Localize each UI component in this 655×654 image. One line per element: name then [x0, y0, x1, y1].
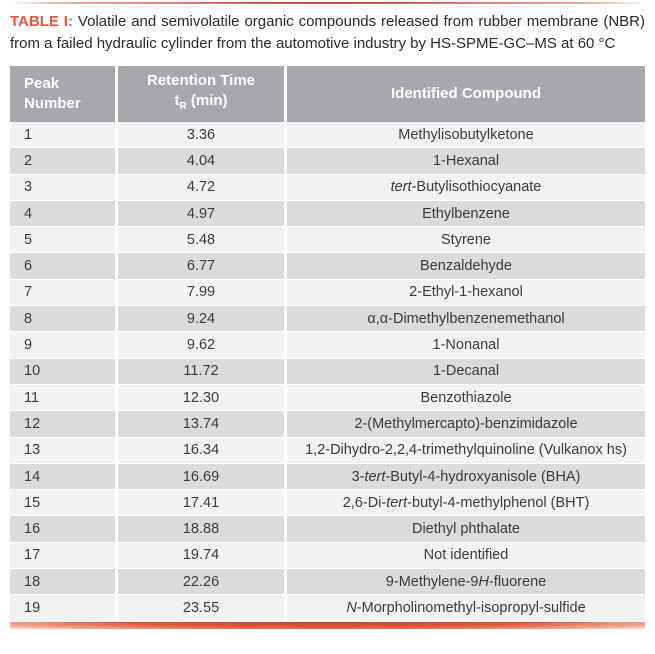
header-retention-time [118, 66, 287, 122]
compound-cell: N-Morpholinomethyl-isopropyl-sulfide [287, 595, 645, 621]
compound-cell: 1,2-Dihydro-2,2,4-trimethylquinoline (Vulkanox hs) [287, 438, 645, 464]
table-row [10, 175, 645, 201]
header-identified-compound: Identified Compound [287, 66, 645, 122]
compound-cell: Methylisobutylketone [287, 122, 645, 148]
peak-number-cell: 11 [10, 385, 118, 411]
retention-time-cell: 3.36 [118, 122, 287, 148]
table-row [10, 385, 645, 411]
table-row [10, 438, 645, 464]
header-rt-unit: (min) [186, 92, 228, 109]
retention-time-cell: 16.69 [118, 464, 287, 490]
header-rt-subscript: R [179, 101, 187, 112]
table-row [10, 595, 645, 621]
compound-cell: 1-Decanal [287, 359, 645, 385]
compound-cell: 1-Hexanal [287, 148, 645, 174]
table-header-row [10, 66, 645, 122]
peak-number-cell: 12 [10, 411, 118, 437]
peak-number-cell: 5 [10, 227, 118, 253]
peak-number-cell: 4 [10, 201, 118, 227]
compound-cell: 2,6-Di-tert-butyl-4-methylphenol (BHT) [287, 490, 645, 516]
table-row [10, 253, 645, 279]
peak-number-cell: 17 [10, 543, 118, 569]
compound-cell: Styrene [287, 227, 645, 253]
table-row [10, 306, 645, 332]
retention-time-cell: 11.72 [118, 359, 287, 385]
compound-cell: Benzothiazole [287, 385, 645, 411]
peak-number-cell: 1 [10, 122, 118, 148]
table-caption-label: TABLE I: [10, 13, 73, 30]
table-row [10, 280, 645, 306]
retention-time-cell: 5.48 [118, 227, 287, 253]
peak-number-cell: 9 [10, 332, 118, 358]
compound-table [10, 66, 645, 622]
header-retention-time-line1: Retention Time [146, 72, 256, 89]
peak-number-cell: 6 [10, 253, 118, 279]
retention-time-cell: 12.30 [118, 385, 287, 411]
peak-number-cell: 15 [10, 490, 118, 516]
table-row [10, 332, 645, 358]
retention-time-cell: 4.97 [118, 201, 287, 227]
retention-time-cell: 13.74 [118, 411, 287, 437]
compound-cell: Benzaldehyde [287, 253, 645, 279]
compound-cell: 3-tert-Butyl-4-hydroxyanisole (BHA) [287, 464, 645, 490]
peak-number-cell: 19 [10, 595, 118, 621]
compound-cell: 2-(Methylmercapto)-benzimidazole [287, 411, 645, 437]
peak-number-cell: 2 [10, 148, 118, 174]
peak-number-cell: 13 [10, 438, 118, 464]
retention-time-cell: 19.74 [118, 543, 287, 569]
retention-time-cell: 9.62 [118, 332, 287, 358]
table-row [10, 201, 645, 227]
top-gradient-rule [6, 2, 649, 4]
retention-time-cell: 17.41 [118, 490, 287, 516]
peak-number-cell: 7 [10, 280, 118, 306]
peak-number-cell: 8 [10, 306, 118, 332]
header-peak-number: Peak Number [10, 66, 118, 122]
peak-number-cell: 16 [10, 516, 118, 542]
retention-time-cell: 4.04 [118, 148, 287, 174]
compound-cell: Not identified [287, 543, 645, 569]
table-row [10, 569, 645, 595]
compound-cell: α,α-Dimethylbenzenemethanol [287, 306, 645, 332]
table-row [10, 464, 645, 490]
retention-time-cell: 23.55 [118, 595, 287, 621]
table-row [10, 411, 645, 437]
table-row [10, 490, 645, 516]
table-row [10, 543, 645, 569]
retention-time-cell: 18.88 [118, 516, 287, 542]
retention-time-cell: 6.77 [118, 253, 287, 279]
table-row [10, 227, 645, 253]
table-row [10, 148, 645, 174]
retention-time-cell: 16.34 [118, 438, 287, 464]
peak-number-cell: 18 [10, 569, 118, 595]
compound-cell: tert-Butylisothiocyanate [287, 175, 645, 201]
retention-time-cell: 9.24 [118, 306, 287, 332]
compound-cell: 2-Ethyl-1-hexanol [287, 280, 645, 306]
table-caption-text: Volatile and semivolatile organic compounds released from rubber membrane (NBR) from a failed hydraulic cylinder from the automotive industry by HS-SPME-GC–MS at 60 °C [10, 13, 646, 52]
compound-cell: Ethylbenzene [287, 201, 645, 227]
compound-cell: Diethyl phthalate [287, 516, 645, 542]
retention-time-cell: 4.72 [118, 175, 287, 201]
compound-cell: 9-Methylene-9H-fluorene [287, 569, 645, 595]
table-caption [10, 11, 645, 54]
compound-cell: 1-Nonanal [287, 332, 645, 358]
table-row [10, 122, 645, 148]
retention-time-cell: 7.99 [118, 280, 287, 306]
bottom-gradient-rule [10, 622, 645, 629]
peak-number-cell: 3 [10, 175, 118, 201]
peak-number-cell: 14 [10, 464, 118, 490]
retention-time-cell: 22.26 [118, 569, 287, 595]
table-row [10, 359, 645, 385]
table-body [10, 122, 645, 622]
peak-number-cell: 10 [10, 359, 118, 385]
table-row [10, 516, 645, 542]
header-rt-symbol: t [174, 92, 180, 109]
